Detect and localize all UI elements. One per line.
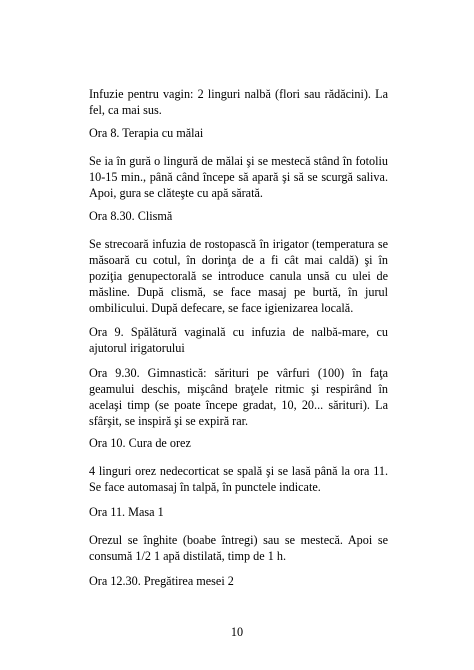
heading-ora-8: Ora 8. Terapia cu mălai	[89, 126, 204, 140]
heading-ora-8-30: Ora 8.30. Clismă	[89, 209, 173, 223]
heading-ora-9: Ora 9. Spălătură vaginală cu infuzia de nalbă-mare, cu ajutorul irigatorului	[89, 325, 388, 355]
paragraph-vaginal-infusion: Infuzie pentru vagin: 2 linguri nalbă (flori sau rădăcini). La fel, ca mai sus.	[89, 87, 388, 117]
paragraph-malai-therapy: Se ia în gură o lingură de mălai şi se mestecă stând în fotoliu 10-15 min., până când începe să apară şi să se scurgă saliva. Apoi, gura se clăteşte cu apă sărată.	[89, 154, 388, 200]
page-number: 10	[230, 625, 244, 639]
heading-ora-11: Ora 11. Masa 1	[89, 505, 164, 519]
paragraph-gimnastica: Ora 9.30. Gimnastică: sărituri pe vârfuri (100) în faţa geamului deschis, mişcând braţele ritmic şi respirând în acelaşi timp (se poate începe gradat, 10, 20... sărituri). La sfârşit, se inspiră şi se expiră rar.	[89, 366, 388, 428]
paragraph-clisma: Se strecoară infuzia de rostopască în irigator (temperatura se măsoară cu cotul, în dorinţa de a fi cât mai caldă) şi în poziţia genupectorală se introduce canula unsă cu ulei de măsline. După clismă, se face masaj pe burtă, în jurul ombilicului. După defecare, se face igienizarea locală.	[89, 237, 388, 315]
heading-ora-12-30: Ora 12.30. Pregătirea mesei 2	[89, 574, 234, 588]
paragraph-masa-1: Orezul se înghite (boabe întregi) sau se mestecă. Apoi se consumă 1/2 1 apă distilată, timp de 1 h.	[89, 533, 388, 563]
heading-ora-10: Ora 10. Cura de orez	[89, 436, 191, 450]
paragraph-cura-orez: 4 linguri orez nedecorticat se spală şi se lasă până la ora 11. Se face automasaj în talpă, în punctele indicate.	[89, 464, 388, 494]
